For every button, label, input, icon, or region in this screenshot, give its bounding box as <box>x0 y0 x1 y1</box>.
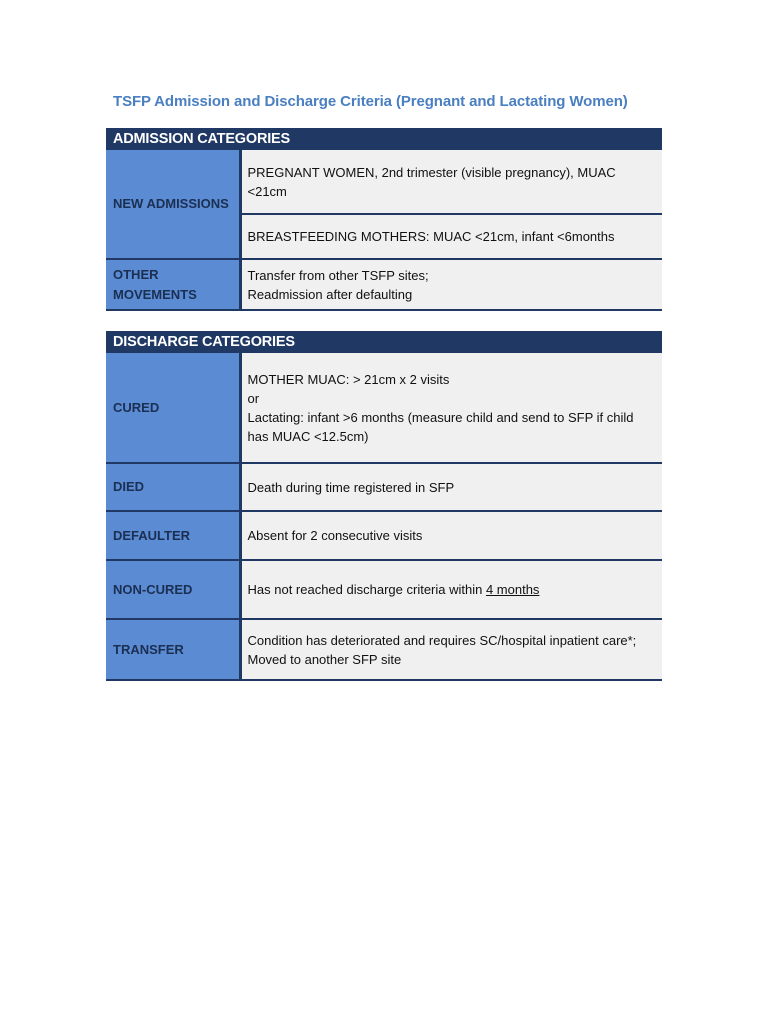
pregnant-women-criteria: PREGNANT WOMEN, 2nd trimester (visible pregnancy), MUAC <21cm <box>240 150 662 214</box>
other-movements-line1: Transfer from other TSFP sites; <box>247 267 429 283</box>
cured-line3: Lactating: infant >6 months (measure child and send to SFP if child has MUAC <12.5cm) <box>247 409 634 444</box>
discharge-criteria-table <box>106 331 662 681</box>
admission-criteria-table <box>106 128 662 311</box>
died-label: DIED <box>106 463 240 511</box>
cured-label: CURED <box>106 353 240 463</box>
transfer-line2: Moved to another SFP site <box>247 651 402 667</box>
transfer-criteria <box>240 619 662 680</box>
page-title: TSFP Admission and Discharge Criteria (Pregnant and Lactating Women) <box>113 93 628 110</box>
cured-line1: MOTHER MUAC: > 21cm x 2 visits <box>247 371 450 387</box>
discharge-categories-header: DISCHARGE CATEGORIES <box>106 331 662 353</box>
other-movements-label-line2: MOVEMENTS <box>113 286 197 302</box>
non-cured-criteria <box>240 560 662 619</box>
non-cured-duration: 4 months <box>485 582 540 597</box>
died-criteria: Death during time registered in SFP <box>240 463 662 511</box>
new-admissions-label: NEW ADMISSIONS <box>106 150 240 259</box>
cured-line2: or <box>247 390 260 406</box>
transfer-label: TRANSFER <box>106 619 240 680</box>
breastfeeding-mothers-criteria: BREASTFEEDING MOTHERS: MUAC <21cm, infant <6months <box>240 214 662 259</box>
non-cured-label: NON-CURED <box>106 560 240 619</box>
transfer-line1: Condition has deteriorated and requires SC/hospital inpatient care*; <box>247 632 637 648</box>
other-movements-label-line1: OTHER <box>113 266 159 282</box>
other-movements-criteria <box>240 259 662 310</box>
defaulter-criteria: Absent for 2 consecutive visits <box>240 511 662 560</box>
admission-categories-header: ADMISSION CATEGORIES <box>106 128 662 150</box>
defaulter-label: DEFAULTER <box>106 511 240 560</box>
cured-criteria <box>240 353 662 463</box>
non-cured-text: Has not reached discharge criteria within <box>247 582 486 597</box>
other-movements-line2: Readmission after defaulting <box>247 286 413 302</box>
other-movements-label <box>106 259 240 310</box>
